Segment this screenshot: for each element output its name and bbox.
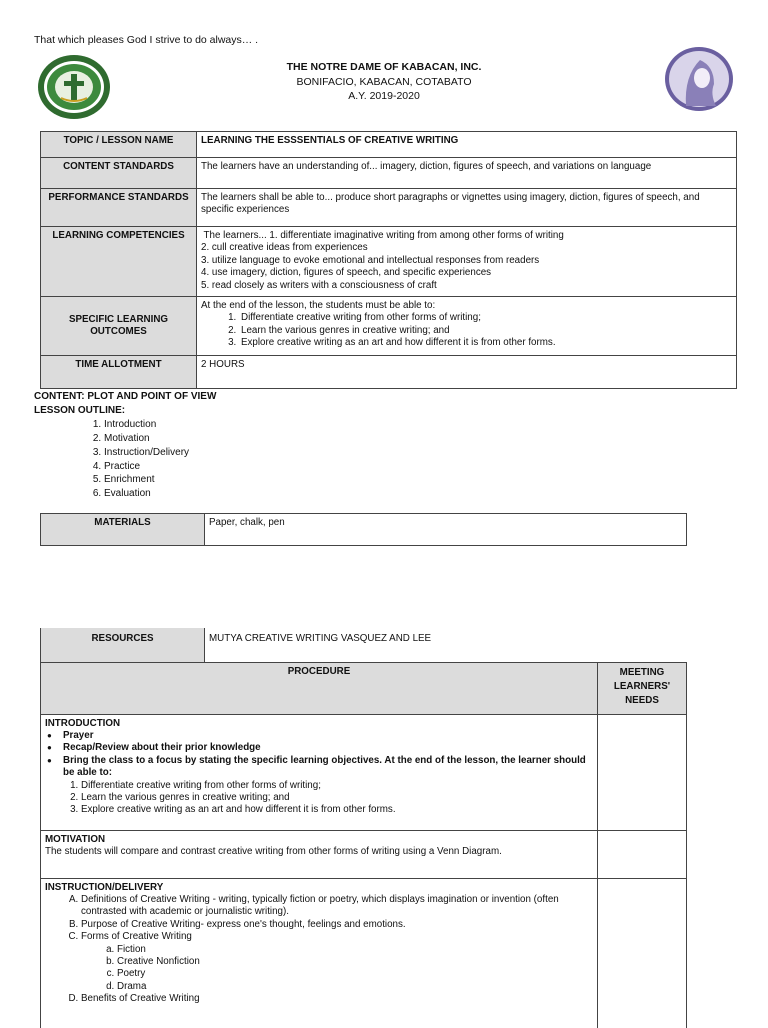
outline-item: 1. Introduction xyxy=(104,418,216,432)
instruction-needs-cell xyxy=(598,878,687,1028)
materials-value: Paper, chalk, pen xyxy=(205,514,687,546)
instruction-item: B. Purpose of Creative Writing- express one's thought, feelings and emotions. xyxy=(81,919,593,931)
motivation-text: The students will compare and contrast creative writing from other forms of writing using a Venn Diagram. xyxy=(45,845,502,857)
outline-item: 2. Motivation xyxy=(104,432,216,446)
topic-value: LEARNING THE ESSSENTIALS OF CREATIVE WRITING xyxy=(197,132,737,158)
outline-item: 6. Evaluation xyxy=(104,487,216,501)
materials-label: MATERIALS xyxy=(41,514,205,546)
time-allotment-value: 2 HOURS xyxy=(197,356,737,389)
introduction-title: INTRODUCTION xyxy=(45,717,121,729)
forms-title: Forms of Creative Writing xyxy=(81,931,192,943)
intro-bullet: ● Prayer xyxy=(63,730,593,742)
lesson-outline xyxy=(34,390,216,501)
motivation-title: MOTIVATION xyxy=(45,833,106,845)
performance-standards-label: PERFORMANCE STANDARDS xyxy=(41,189,197,227)
content-standards-value: The learners have an understanding of... imagery, diction, figures of speech, and variations on language xyxy=(197,158,737,189)
competency-line: 3. utilize language to evoke emotional and intellectual responses from readers xyxy=(201,254,540,266)
competency-line: 4. use imagery, diction, figures of speech, and specific experiences xyxy=(201,267,492,279)
competency-line: The learners... 1. differentiate imaginative writing from among other forms of writing xyxy=(201,230,564,241)
specific-outcomes-value xyxy=(197,297,737,356)
instruction-title: INSTRUCTION/DELIVERY xyxy=(45,881,164,893)
competency-line: 5. read closely as writers with a consciousness of craft xyxy=(201,279,437,291)
resources-value: MUTYA CREATIVE WRITING VASQUEZ AND LEE xyxy=(205,628,687,662)
school-motto: That which pleases God I strive to do always… . xyxy=(34,34,259,46)
madonna-portrait-icon xyxy=(664,46,734,112)
lesson-info-table xyxy=(40,131,737,389)
instruction-item xyxy=(81,931,593,993)
motivation-needs-cell xyxy=(598,830,687,878)
introduction-section xyxy=(41,714,598,830)
outcome-item: 1. Differentiate creative writing from other forms of writing; xyxy=(239,312,732,324)
school-address: BONIFACIO, KABACAN, COTABATO xyxy=(296,75,472,88)
school-name: THE NOTRE DAME OF KABACAN, INC. xyxy=(286,61,482,73)
form-item: a. Fiction xyxy=(117,944,593,956)
outcomes-intro: At the end of the lesson, the students must be able to: xyxy=(201,300,436,311)
resources-label: RESOURCES xyxy=(41,628,205,662)
form-item: c. Poetry xyxy=(117,968,593,980)
intro-item: 2. Learn the various genres in creative writing; and xyxy=(81,792,593,804)
instruction-section xyxy=(41,878,598,1028)
outline-item: 4. Practice xyxy=(104,460,216,474)
outline-item: 5. Enrichment xyxy=(104,473,216,487)
content-standards-label: CONTENT STANDARDS xyxy=(41,158,197,189)
intro-item: 3. Explore creative writing as an art and how different it is from other forms. xyxy=(81,804,593,816)
time-allotment-label: TIME ALLOTMENT xyxy=(41,356,197,389)
intro-bullet: ● Bring the class to a focus by stating the specific learning objectives. At the end of the lesson, the learner should be able to: xyxy=(63,755,593,780)
materials-table xyxy=(40,513,687,546)
topic-label: TOPIC / LESSON NAME xyxy=(41,132,197,158)
outcome-item: 2. Learn the various genres in creative writing; and xyxy=(239,325,732,337)
specific-outcomes-label: SPECIFIC LEARNING OUTCOMES xyxy=(41,297,197,356)
motivation-section xyxy=(41,830,598,878)
intro-bullet: ● Recap/Review about their prior knowledge xyxy=(63,742,593,754)
school-header xyxy=(0,60,768,104)
performance-standards-value: The learners shall be able to... produce short paragraphs or vignettes using imagery, diction, figures of speech, and specific experiences xyxy=(197,189,737,227)
introduction-needs-cell xyxy=(598,714,687,830)
outcome-item: 3. Explore creative writing as an art and how different it is from other forms. xyxy=(239,337,732,349)
procedure-table xyxy=(40,628,687,1028)
instruction-item: A. Definitions of Creative Writing - writing, typically fiction or poetry, which displays imagination or invention (often contrasted with academic or journalistic writing). xyxy=(81,894,593,919)
form-item: d. Drama xyxy=(117,981,593,993)
lesson-outline-label: LESSON OUTLINE: xyxy=(34,404,126,416)
learning-competencies-label: LEARNING COMPETENCIES xyxy=(41,227,197,297)
content-topic: CONTENT: PLOT AND POINT OF VIEW xyxy=(34,391,217,402)
learners-needs-header: MEETING LEARNERS' NEEDS xyxy=(598,662,687,714)
form-item: b. Creative Nonfiction xyxy=(117,956,593,968)
learning-competencies-value xyxy=(197,227,737,297)
academic-year: A.Y. 2019-2020 xyxy=(348,90,420,102)
procedure-header: PROCEDURE xyxy=(41,662,598,714)
instruction-item: D. Benefits of Creative Writing xyxy=(81,993,593,1005)
outline-item: 3. Instruction/Delivery xyxy=(104,446,216,460)
competency-line: 2. cull creative ideas from experiences xyxy=(201,242,368,254)
intro-item: 1. Differentiate creative writing from other forms of writing; xyxy=(81,780,593,792)
